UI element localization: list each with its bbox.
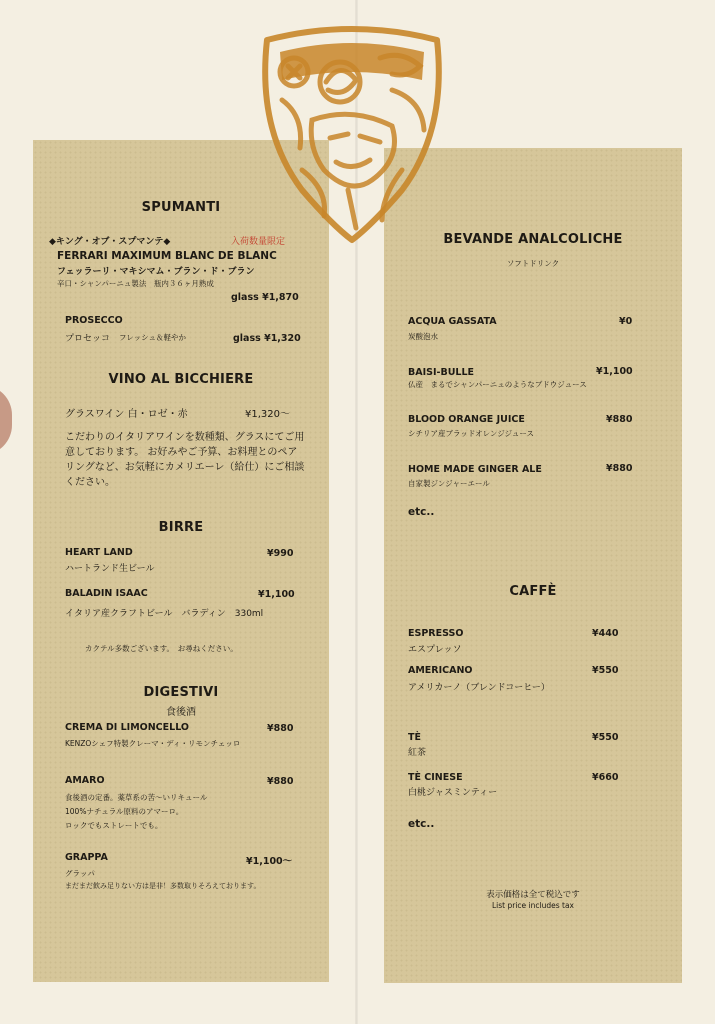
glass-wine-price: ¥1,320～ bbox=[245, 409, 290, 420]
prosecco-desc: フレッシュ＆軽やか bbox=[119, 333, 186, 342]
bevande-etc: etc.. bbox=[408, 506, 435, 518]
ferrari-jp: フェッラーリ・マキシマム・ブラン・ド・ブラン bbox=[57, 267, 255, 277]
soft-drink-jp-0: 炭酸泡水 bbox=[408, 332, 438, 341]
cocktail-note: カクテル多数ございます。 お尋ねください。 bbox=[85, 644, 238, 653]
soft-drink-name-3: HOME MADE GINGER ALE bbox=[408, 464, 542, 475]
caffe-price-2: ¥550 bbox=[592, 732, 619, 743]
bevande-subheading: ソフトドリンク bbox=[506, 259, 560, 268]
beer-jp-0: ハートランド生ビール bbox=[65, 564, 155, 574]
soft-drink-jp-1: 仏産 まるでシャンパーニュのようなブドウジュース bbox=[408, 380, 587, 389]
ferrari-price: glass ¥1,870 bbox=[231, 292, 299, 303]
soft-drink-name-0: ACQUA GASSATA bbox=[408, 316, 497, 327]
ferrari-name: FERRARI MAXIMUM BLANC DE BLANC bbox=[57, 250, 277, 262]
left-panel bbox=[33, 140, 329, 982]
digestivo-name-2: GRAPPA bbox=[65, 852, 108, 863]
digestivo-name-1: AMARO bbox=[65, 775, 105, 786]
soft-drink-price-2: ¥880 bbox=[606, 414, 633, 425]
caffe-jp-2: 紅茶 bbox=[408, 748, 427, 758]
soft-drink-name-1: BAISI-BULLE bbox=[408, 367, 474, 378]
caffe-heading: CAFFÈ bbox=[509, 584, 557, 599]
caffe-price-0: ¥440 bbox=[592, 628, 619, 639]
digestivi-heading: DIGESTIVI bbox=[143, 685, 219, 700]
beer-name-1: BALADIN ISAAC bbox=[65, 588, 148, 599]
prosecco-jp: プロセッコ bbox=[65, 334, 111, 344]
soft-drink-jp-3: 自家製ジンジャーエール bbox=[408, 479, 490, 488]
beer-price-1: ¥1,100 bbox=[258, 589, 295, 600]
glass-wine-label: グラスワイン 白・ロゼ・赤 bbox=[65, 409, 188, 420]
digestivo-desc-2-1: まだまだ飲み足りない方は是非！多数取りそろえております。 bbox=[65, 882, 261, 890]
right-panel bbox=[384, 148, 682, 983]
beer-jp-1: イタリア産クラフトビール バラディン 330ml bbox=[65, 609, 264, 619]
limited-label: 入荷数量限定 bbox=[231, 237, 286, 247]
digestivo-desc-1-2: ロックでもストレートでも。 bbox=[65, 821, 163, 830]
caffe-name-0: ESPRESSO bbox=[408, 628, 464, 639]
thumb bbox=[0, 385, 12, 455]
beer-name-0: HEART LAND bbox=[65, 547, 133, 558]
caffe-jp-0: エスプレッソ bbox=[408, 645, 462, 655]
soft-drink-price-3: ¥880 bbox=[606, 463, 633, 474]
digestivo-desc-1-1: 100%ナチュラル原料のアマーロ。 bbox=[65, 807, 184, 816]
caffe-price-1: ¥550 bbox=[592, 665, 619, 676]
tax-note-en: List price includes tax bbox=[492, 901, 574, 910]
soft-drink-name-2: BLOOD ORANGE JUICE bbox=[408, 414, 525, 425]
digestivi-subheading: 食後酒 bbox=[166, 707, 196, 718]
digestivo-desc-2-0: グラッパ bbox=[65, 869, 95, 878]
digestivo-desc-0-0: KENZOシェフ特製クレーマ・ディ・リモンチェッロ bbox=[65, 739, 241, 748]
caffe-jp-3: 白桃ジャスミンティー bbox=[408, 788, 498, 798]
tax-note-jp: 表示価格は全て税込です bbox=[486, 890, 580, 900]
digestivo-desc-1-0: 食後酒の定番。薬草系の苦～いリキュール bbox=[65, 793, 208, 802]
caffe-name-1: AMERICANO bbox=[408, 665, 473, 676]
beer-price-0: ¥990 bbox=[267, 548, 294, 559]
caffe-name-2: TÈ bbox=[408, 732, 421, 743]
soft-drink-price-0: ¥0 bbox=[619, 316, 633, 327]
digestivo-name-0: CREMA DI LIMONCELLO bbox=[65, 722, 189, 733]
digestivo-price-1: ¥880 bbox=[267, 776, 294, 787]
prosecco-price: glass ¥1,320 bbox=[233, 333, 301, 344]
caffe-etc: etc.. bbox=[408, 818, 435, 830]
prosecco-name: PROSECCO bbox=[65, 315, 123, 326]
vino-heading: VINO AL BICCHIERE bbox=[108, 372, 254, 387]
vino-description: こだわりのイタリアワインを数種類、グラスにてご用意しております。 お好みやご予算、お料理とのペアリングなど、お気軽にカメリエーレ（給仕）にご相談ください。 bbox=[65, 432, 305, 488]
digestivo-price-0: ¥880 bbox=[267, 723, 294, 734]
digestivo-price-2: ¥1,100～ bbox=[246, 856, 293, 867]
king-label: ◆キング・オブ・スプマンテ◆ bbox=[49, 237, 171, 247]
caffe-price-3: ¥660 bbox=[592, 772, 619, 783]
birre-heading: BIRRE bbox=[158, 520, 204, 535]
bevande-heading: BEVANDE ANALCOLICHE bbox=[443, 232, 623, 247]
caffe-jp-1: アメリカーノ（ブレンドコーヒー） bbox=[408, 683, 550, 693]
caffe-name-3: TÈ CINESE bbox=[408, 772, 463, 783]
soft-drink-jp-2: シチリア産ブラッドオレンジジュース bbox=[408, 429, 535, 438]
crest-logo bbox=[252, 20, 452, 245]
spumanti-heading: SPUMANTI bbox=[141, 200, 221, 215]
soft-drink-price-1: ¥1,100 bbox=[596, 366, 633, 377]
ferrari-desc: 辛口・シャンパーニュ製法 瓶内３６ヶ月熟成 bbox=[57, 279, 214, 288]
